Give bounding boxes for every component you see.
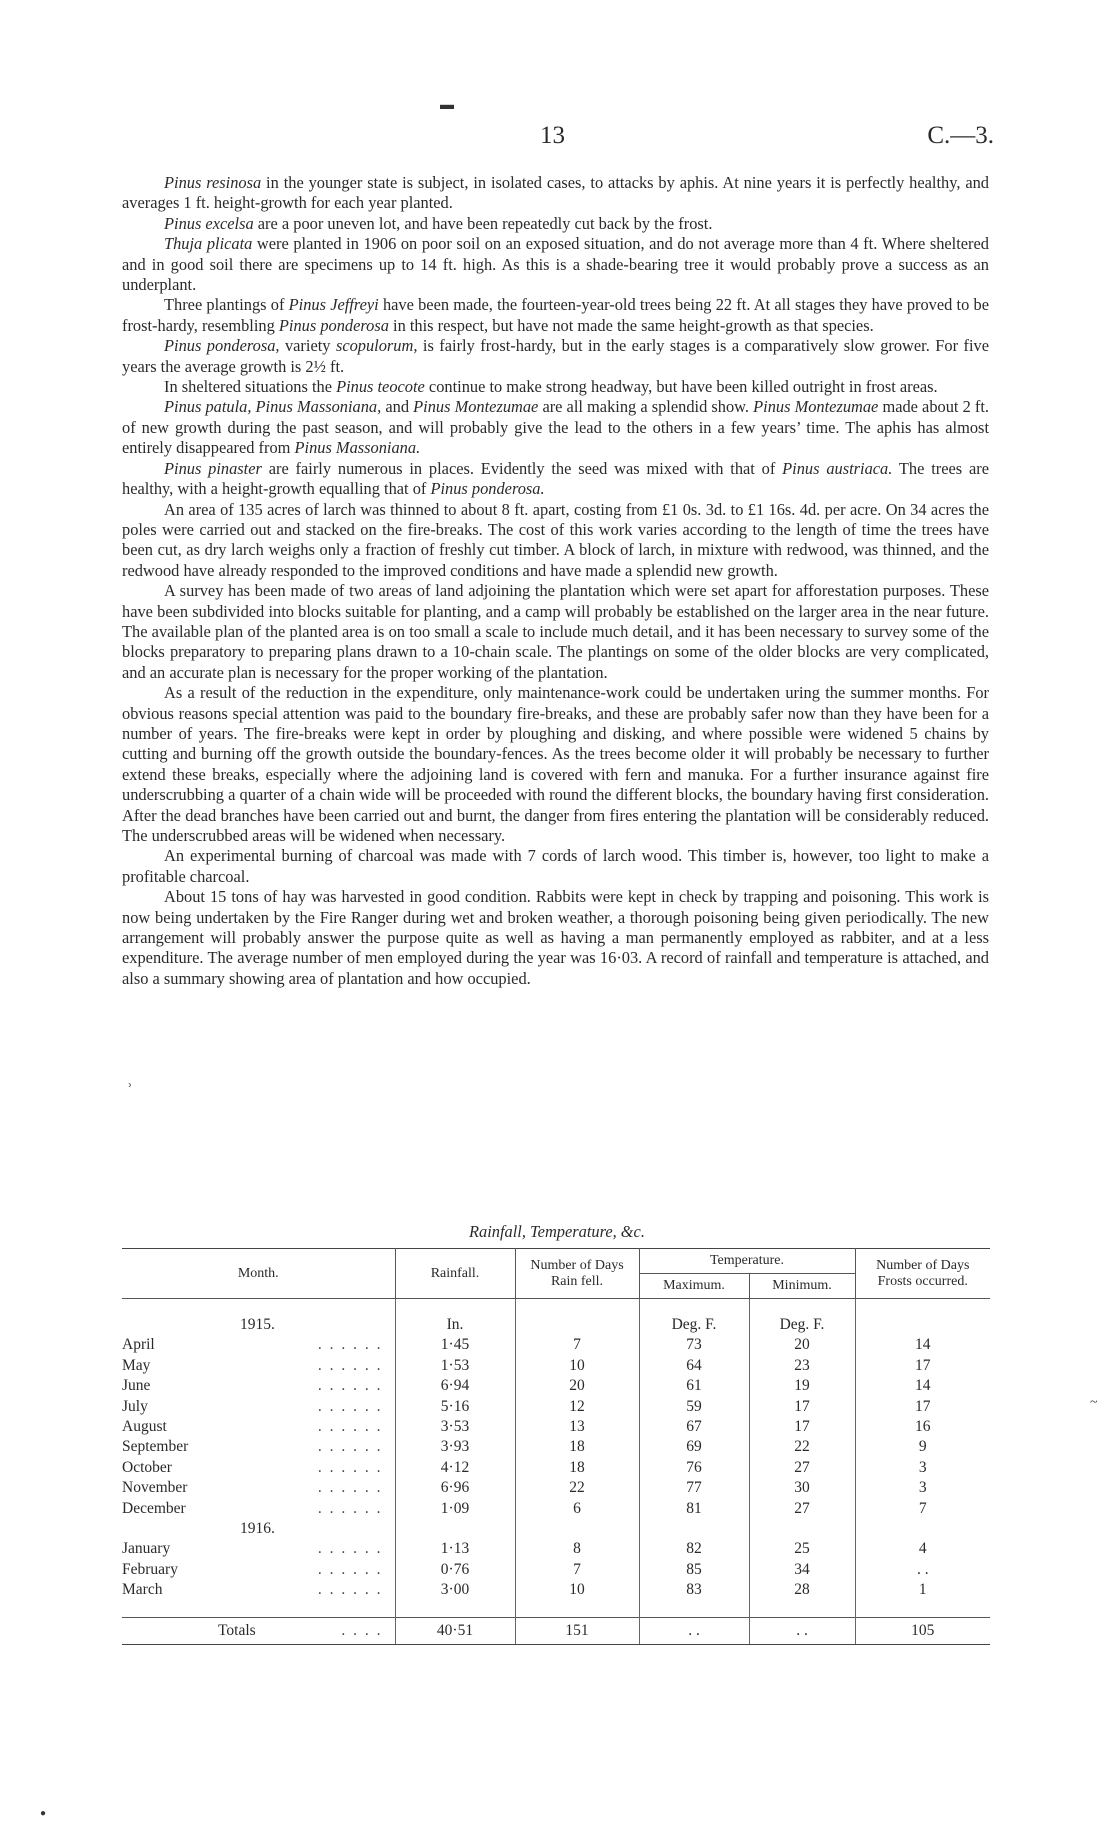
leader-dots: . . . . . . [317, 1499, 383, 1517]
cell-frost: 7 [855, 1499, 990, 1519]
table-row [122, 1458, 990, 1478]
cell-max: 69 [639, 1437, 749, 1457]
cell-days: 18 [515, 1437, 639, 1457]
cell-rain: 5·16 [395, 1397, 515, 1417]
leader-dots: . . . . . . [317, 1458, 383, 1476]
paragraph: Pinus pinaster are fairly numerous in places. Evidently the seed was mixed with that of Pinus austriaca. The trees are healthy, with a height-growth equalling that of Pinus ponderosa. [122, 458, 989, 499]
table-row [122, 1580, 990, 1600]
cell-max: 77 [639, 1478, 749, 1498]
leader-dots: . . . . . . [317, 1438, 383, 1456]
paragraph: Pinus excelsa are a poor uneven lot, and have been repeatedly cut back by the frost. [164, 213, 713, 233]
cell-frost: 1 [855, 1580, 990, 1600]
total-rain: 40·51 [395, 1617, 515, 1644]
paragraph: An experimental burning of charcoal was made with 7 cords of larch wood. This timber is, however, too light to make a profitable charcoal. [122, 846, 989, 886]
header-minimum: Minimum. [749, 1274, 855, 1299]
year-label: 1915. [240, 1316, 275, 1333]
cell-frost: 16 [855, 1417, 990, 1437]
cell-rain: 0·76 [395, 1560, 515, 1580]
leader-dots: . . . . . . [317, 1397, 383, 1415]
cell-min: 20 [749, 1335, 855, 1355]
table-row [122, 1376, 990, 1396]
month-name: March [122, 1581, 163, 1599]
minimum-unit: Deg. F. [749, 1315, 855, 1335]
leader-dots: . . . . . . [317, 1540, 383, 1558]
cell-min: 17 [749, 1397, 855, 1417]
cell-min: 27 [749, 1499, 855, 1519]
cell-max: 61 [639, 1376, 749, 1396]
table-row [122, 1397, 990, 1417]
cell-rain: 1·13 [395, 1539, 515, 1559]
leader-dots: . . . . . . [317, 1581, 383, 1599]
cell-rain: 1·45 [395, 1335, 515, 1355]
cell-frost: 17 [855, 1356, 990, 1376]
cell-frost: 4 [855, 1539, 990, 1559]
header-temperature: Temperature. [639, 1249, 855, 1274]
leader-dots: . . . . . . [317, 1336, 383, 1354]
cell-days: 7 [515, 1560, 639, 1580]
month-name: May [122, 1356, 151, 1374]
month-name: June [122, 1377, 151, 1395]
paragraph: Pinus patula, Pinus Massoniana, and Pinus Montezumae are all making a splendid show. Pinus Montezumae made about 2 ft. of new growth during the past season, and will probably give the lead to the others in a few years’ time. The aphis has almost entirely disappeared from Pinus Massoniana. [122, 397, 989, 458]
cell-max: 76 [639, 1458, 749, 1478]
total-max: . . [639, 1617, 749, 1644]
month-name: December [122, 1499, 186, 1517]
header-days-rain: Number of Days Rain fell. [515, 1249, 639, 1299]
scan-mark: ● [40, 1808, 47, 1819]
cell-min: 27 [749, 1458, 855, 1478]
rainfall-table [122, 1248, 990, 1645]
table-row [122, 1356, 990, 1376]
cell-days: 18 [515, 1458, 639, 1478]
cell-frost: 3 [855, 1478, 990, 1498]
table-row [122, 1478, 990, 1498]
cell-days: 8 [515, 1539, 639, 1559]
cell-frost: 17 [855, 1397, 990, 1417]
table-row [122, 1519, 990, 1539]
cell-days: 10 [515, 1580, 639, 1600]
table-row [122, 1417, 990, 1437]
leader-dots: . . . . . . [317, 1479, 383, 1497]
cell-max: 67 [639, 1417, 749, 1437]
cell-days: 13 [515, 1417, 639, 1437]
month-name: September [122, 1438, 189, 1456]
cell-max: 73 [639, 1335, 749, 1355]
paragraph: Pinus ponderosa, variety scopulorum, is fairly frost-hardy, but in the early stages is a comparatively slow grower. For five years the average growth is 2½ ft. [122, 336, 989, 376]
cell-max: 81 [639, 1499, 749, 1519]
cell-max: 82 [639, 1539, 749, 1559]
cell-frost: . . [855, 1560, 990, 1580]
cell-min: 17 [749, 1417, 855, 1437]
cell-min: 25 [749, 1539, 855, 1559]
cell-days: 10 [515, 1356, 639, 1376]
cell-min: 34 [749, 1560, 855, 1580]
table-row [122, 1437, 990, 1457]
total-frost: 105 [855, 1617, 990, 1644]
cell-min: 19 [749, 1376, 855, 1396]
cell-rain: 6·96 [395, 1478, 515, 1498]
paragraph: An area of 135 acres of larch was thinned to about 8 ft. apart, costing from £1 0s. 3d. to £1 16s. 4d. per acre. On 34 acres the poles were carried out and stacked on the fire-breaks. The cost of this work varies according to the length of time the trees have been cut, as dry larch weighs only a fraction of freshly cut timber. A block of larch, in mixture with redwood, was thinned, and the redwood have already responded to the improved conditions and have made a splendid new growth. [122, 499, 989, 580]
table-row [122, 1499, 990, 1519]
cell-frost: 9 [855, 1437, 990, 1457]
cell-days: 22 [515, 1478, 639, 1498]
totals-label: Totals [218, 1621, 256, 1639]
cell-min: 28 [749, 1580, 855, 1600]
leader-dots: . . . . . . [317, 1418, 383, 1436]
totals-row [122, 1617, 990, 1644]
paragraph: Pinus resinosa in the younger state is subject, in isolated cases, to attacks by aphis. At nine years it is perfectly healthy, and averages 1 ft. height-growth for each year planted. [122, 173, 989, 213]
header-rainfall: Rainfall. [395, 1249, 515, 1299]
maximum-unit: Deg. F. [639, 1315, 749, 1335]
table-row [122, 1560, 990, 1580]
cell-min: 22 [749, 1437, 855, 1457]
scan-mark: ▬ [440, 98, 454, 113]
cell-max: 59 [639, 1397, 749, 1417]
paragraph: In sheltered situations the Pinus teocote continue to make strong headway, but have been killed outright in frost areas. [164, 377, 938, 397]
month-name: October [122, 1458, 172, 1476]
cell-min: 23 [749, 1356, 855, 1376]
month-name: July [122, 1397, 148, 1415]
scan-mark: ~ [1090, 1395, 1098, 1410]
header-month: Month. [122, 1249, 395, 1299]
paragraph: Thuja plicata were planted in 1906 on poor soil on an exposed situation, and do not average more than 4 ft. Where sheltered and in good soil there are specimens up to 14 ft. high. As this is a shade-bearing tree it would probably prove a success as an underplant. [122, 234, 989, 295]
total-days: 151 [515, 1617, 639, 1644]
cell-rain: 4·12 [395, 1458, 515, 1478]
document-code: C.—3. [927, 122, 994, 149]
leader-dots: . . . . . . [317, 1560, 383, 1578]
cell-rain: 1·09 [395, 1499, 515, 1519]
paragraph: A survey has been made of two areas of land adjoining the plantation which were set apart for afforestation purposes. These have been subdivided into blocks suitable for planting, and a camp will probably be established on the larger area in the near future. The available plan of the planted area is on too small a scale to include much detail, and it has been necessary to survey some of the blocks preparatory to preparing plans drawn to a 10-chain scale. The plantings on some of the older blocks are very complicated, and an accurate plan is necessary for the proper working of the plantation. [122, 581, 989, 682]
cell-frost: 14 [855, 1376, 990, 1396]
header-maximum: Maximum. [639, 1274, 749, 1299]
cell-max: 64 [639, 1356, 749, 1376]
table-row [122, 1315, 990, 1335]
month-name: January [122, 1540, 171, 1558]
cell-rain: 1·53 [395, 1356, 515, 1376]
cell-max: 85 [639, 1560, 749, 1580]
table-row [122, 1335, 990, 1355]
month-name: February [122, 1560, 178, 1578]
total-min: . . [749, 1617, 855, 1644]
table-row [122, 1539, 990, 1559]
cell-frost: 3 [855, 1458, 990, 1478]
page-header [0, 122, 1114, 152]
cell-max: 83 [639, 1580, 749, 1600]
cell-frost: 14 [855, 1335, 990, 1355]
month-name: April [122, 1336, 155, 1354]
scan-mark: ⸒ [127, 1067, 133, 1087]
leader-dots: . . . . . . [317, 1377, 383, 1395]
month-name: August [122, 1418, 167, 1436]
cell-rain: 3·93 [395, 1437, 515, 1457]
cell-days: 6 [515, 1499, 639, 1519]
leader-dots: . . . . . . [317, 1356, 383, 1374]
table-title: Rainfall, Temperature, &c. [469, 1222, 645, 1241]
cell-rain: 6·94 [395, 1376, 515, 1396]
rainfall-unit: In. [395, 1315, 515, 1335]
page-number: 13 [540, 122, 565, 149]
paragraph: About 15 tons of hay was harvested in good condition. Rabbits were kept in check by trapping and poisoning. This work is now being undertaken by the Fire Ranger during wet and broken weather, a thorough poisoning being given periodically. The new arrangement will probably answer the purpose quite as well as having a man permanently employed as rabbiter, and at a less expenditure. The average number of men employed during the year was 16·03. A record of rainfall and temperature is attached, and also a summary showing area of plantation and how occupied. [122, 887, 989, 988]
cell-days: 12 [515, 1397, 639, 1417]
cell-rain: 3·53 [395, 1417, 515, 1437]
cell-days: 7 [515, 1335, 639, 1355]
cell-min: 30 [749, 1478, 855, 1498]
cell-days: 20 [515, 1376, 639, 1396]
leader-dots: . . . . [341, 1621, 383, 1639]
header-frosts: Number of Days Frosts occurred. [855, 1249, 990, 1299]
paragraph: As a result of the reduction in the expenditure, only maintenance-work could be undertaken uring the summer months. For obvious reasons special attention was paid to the boundary fire-breaks, and these are probably safer now than they have been for a number of years. The fire-breaks were kept in order by ploughing and disking, and where possible were widened 5 chains by cutting and burning off the growth outside the boundary-fences. As the trees become older it will probably be necessary to further extend these breaks, especially where the adjoining land is covered with fern and manuka. For a further insurance against fire underscrubbing a quarter of a chain wide will be proceeded with round the different blocks, the boundary having first consideration. After the dead branches have been carried out and burnt, the danger from fires entering the plantation will be considerably reduced. The underscrubbed areas will be widened when necessary. [122, 683, 989, 845]
month-name: November [122, 1479, 188, 1497]
body-text [122, 173, 989, 989]
year-label: 1916. [240, 1520, 275, 1538]
paragraph: Three plantings of Pinus Jeffreyi have been made, the fourteen-year-old trees being 22 ft. At all stages they have proved to be frost-hardy, resembling Pinus ponderosa in this respect, but have not made the same height-growth as that species. [122, 295, 989, 335]
cell-rain: 3·00 [395, 1580, 515, 1600]
